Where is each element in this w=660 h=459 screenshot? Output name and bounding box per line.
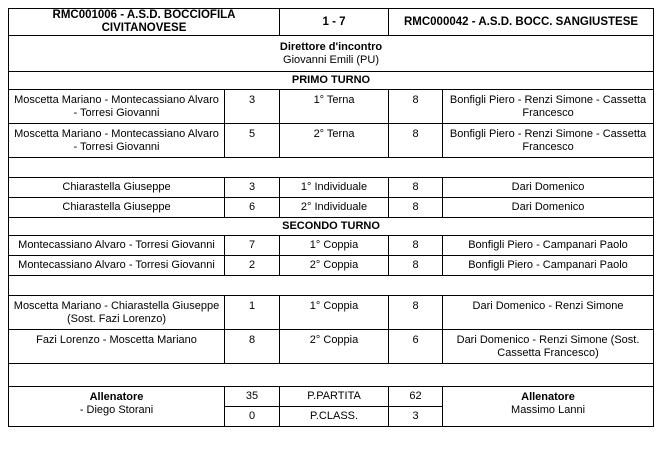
- match-row: [9, 296, 654, 330]
- spacer-row: [9, 364, 654, 387]
- home-coach-name: - Diego Storani: [79, 404, 154, 416]
- away-players: Dari Domenico: [443, 198, 654, 218]
- away-coach-label: Allenatore: [521, 391, 575, 403]
- director-label: Direttore d'incontro: [279, 40, 383, 53]
- match-row: [9, 178, 654, 198]
- home-score: 6: [225, 198, 280, 218]
- away-team: RMC000042 - A.S.D. BOCC. SANGIUSTESE: [389, 9, 654, 36]
- away-score: 8: [389, 296, 443, 330]
- home-players: Chiarastella Giuseppe: [9, 178, 225, 198]
- match-report-table: [8, 8, 654, 427]
- section-title-first: PRIMO TURNO: [9, 72, 654, 90]
- spacer-row: [9, 276, 654, 296]
- game-type: 2° Coppia: [280, 330, 389, 364]
- home-team: RMC001006 - A.S.D. BOCCIOFILA CIVITANOVESE: [9, 9, 280, 36]
- away-points: 62: [389, 387, 443, 407]
- class-points-label: P.CLASS.: [280, 407, 389, 427]
- away-players: Dari Domenico - Renzi Simone (Sost. Cassetta Francesco): [443, 330, 654, 364]
- away-players: Bonfigli Piero - Renzi Simone - Cassetta Francesco: [443, 124, 654, 158]
- away-score: 6: [389, 330, 443, 364]
- away-players: Bonfigli Piero - Renzi Simone - Cassetta Francesco: [443, 90, 654, 124]
- home-score: 2: [225, 256, 280, 276]
- match-row: [9, 236, 654, 256]
- director-name: Giovanni Emili (PU): [283, 53, 379, 66]
- away-score: 8: [389, 256, 443, 276]
- spacer-cell: [9, 364, 654, 387]
- home-score: 3: [225, 178, 280, 198]
- section-title-second: SECONDO TURNO: [9, 218, 654, 236]
- spacer-cell: [9, 276, 654, 296]
- home-score: 5: [225, 124, 280, 158]
- away-score: 8: [389, 236, 443, 256]
- match-row: [9, 90, 654, 124]
- match-row: [9, 124, 654, 158]
- game-type: 2° Coppia: [280, 256, 389, 276]
- spacer-row: [9, 158, 654, 178]
- game-type: 1° Coppia: [280, 236, 389, 256]
- spacer-cell: [9, 158, 654, 178]
- game-type: 2° Terna: [280, 124, 389, 158]
- home-score: 7: [225, 236, 280, 256]
- home-score: 8: [225, 330, 280, 364]
- home-players: Fazi Lorenzo - Moscetta Mariano: [9, 330, 225, 364]
- game-type: 1° Coppia: [280, 296, 389, 330]
- game-type: 1° Individuale: [280, 178, 389, 198]
- home-players: Moscetta Mariano - Chiarastella Giuseppe (Sost. Fazi Lorenzo): [9, 296, 225, 330]
- director-row: [9, 36, 654, 72]
- away-coach-name: Massimo Lanni: [511, 404, 586, 416]
- header-row: [9, 9, 654, 36]
- match-score: 1 - 7: [280, 9, 389, 36]
- away-class-points: 3: [389, 407, 443, 427]
- match-row: [9, 198, 654, 218]
- home-coach: [9, 387, 225, 427]
- match-row: [9, 256, 654, 276]
- away-coach: [443, 387, 654, 427]
- home-players: Montecassiano Alvaro - Torresi Giovanni: [9, 236, 225, 256]
- away-score: 8: [389, 198, 443, 218]
- away-players: Dari Domenico: [443, 178, 654, 198]
- home-score: 1: [225, 296, 280, 330]
- away-score: 8: [389, 124, 443, 158]
- home-score: 3: [225, 90, 280, 124]
- match-row: [9, 330, 654, 364]
- away-players: Bonfigli Piero - Campanari Paolo: [443, 236, 654, 256]
- game-type: 1° Terna: [280, 90, 389, 124]
- section-row: [9, 218, 654, 236]
- home-class-points: 0: [225, 407, 280, 427]
- away-players: Dari Domenico - Renzi Simone: [443, 296, 654, 330]
- game-type: 2° Individuale: [280, 198, 389, 218]
- away-score: 8: [389, 90, 443, 124]
- home-players: Montecassiano Alvaro - Torresi Giovanni: [9, 256, 225, 276]
- home-players: Moscetta Mariano - Montecassiano Alvaro - Torresi Giovanni: [9, 90, 225, 124]
- director-cell: [9, 36, 654, 72]
- home-points: 35: [225, 387, 280, 407]
- away-players: Bonfigli Piero - Campanari Paolo: [443, 256, 654, 276]
- home-coach-label: Allenatore: [89, 391, 144, 403]
- points-label: P.PARTITA: [280, 387, 389, 407]
- home-players: Chiarastella Giuseppe: [9, 198, 225, 218]
- home-players: Moscetta Mariano - Montecassiano Alvaro - Torresi Giovanni: [9, 124, 225, 158]
- section-row: [9, 72, 654, 90]
- away-score: 8: [389, 178, 443, 198]
- points-row: [9, 387, 654, 407]
